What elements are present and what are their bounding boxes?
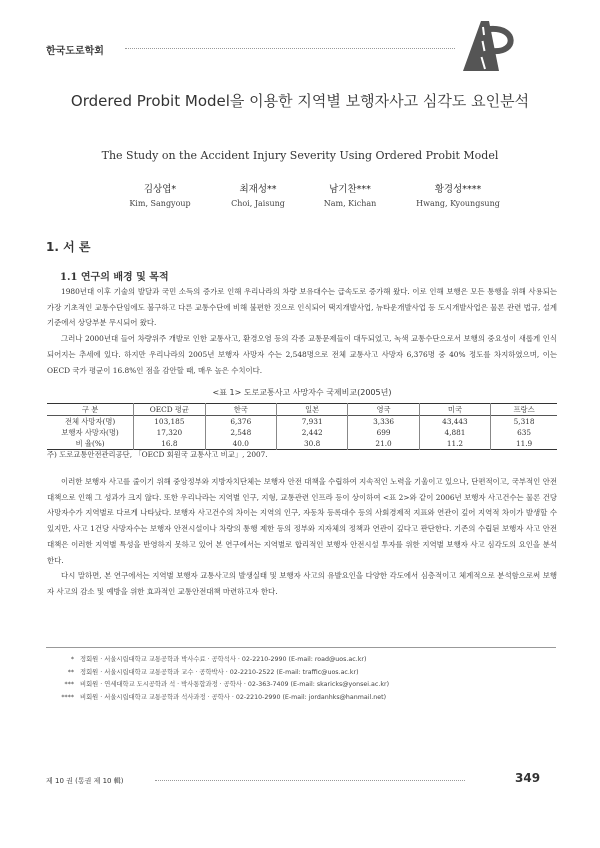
header-divider	[125, 48, 455, 49]
author-4	[398, 183, 518, 211]
volume-info: 제 10 권 (통권 제 10 輯)	[46, 777, 124, 785]
paper-title-english: The Study on the Accident Injury Severity Using Ordered Probit Model	[101, 149, 499, 162]
row-label: 보행자 사망자(명)	[61, 427, 119, 437]
column-header: 미국	[419, 404, 490, 416]
column-header: 영국	[348, 404, 419, 416]
author-name-english: Nam, Kichan	[323, 199, 377, 208]
footer-divider	[155, 780, 465, 781]
paper-title-korean: Ordered Probit Model을 이용한 지역별 보행자사고 심각도 요인분석	[70, 92, 530, 110]
column-header: 구 분	[81, 404, 99, 414]
subsection-heading: 1.1 연구의 배경 및 목적	[60, 272, 169, 283]
table-cell: 635	[491, 427, 557, 438]
table-cell: 40.0	[205, 438, 276, 450]
table-cell: 699	[348, 427, 419, 438]
footnote-text: 비회원 · 연세대학교 도시공학과 석 · 박사통합과정 · 공학사 · 02-363-7409 (E-mail: skaricks@yonsei.ac.kr)	[80, 681, 390, 688]
intro-paragraph-block	[47, 284, 557, 378]
column-header: OECD 평균	[134, 404, 205, 416]
footnote-mark: *	[70, 656, 74, 663]
background-paragraph-block	[47, 474, 557, 600]
table-cell: 6,376	[205, 416, 276, 428]
body-paragraph: 이러한 보행자 사고를 줄이기 위해 중앙정부와 지방자치단체는 보행자 안전 대책을 수립하여 지속적인 노력을 기울이고 있으나, 단편적이고, 국부적인 안전대책으로 인해 그 성과가 크지 않다. 또한 우리나라는 지역별 인구, 지형, 교통관련 인프라 등이 상이하여 <표 2>와 같이 2006년 보행자 사고건수는 물론 건당 사망자수가 지역별로 다르게 나타났다. 보행자 사고건수의 차이는 지역의 인구, 자동차 등록대수 등의 사회경제적 지표와 연관이 깊어 지역적 차이가 발생할 수 있지만, 사고 1건당 사망자수는 보행자 안전시설이나 차량의 통행 제한 등의 정부와 지자체의 정책과 연관이 깊다고 판단한다. 기존의 수립된 보행자 사고 안전대책은 이러한 지역별 특성을 반영하지 못하고 있어 본 연구에서는 지역별로 합리적인 보행자 안전시설 투자를 위한 지역별 보행자 사고 심각도의 요인을 분석한다.	[47, 477, 557, 565]
table-cell: 11.9	[491, 438, 557, 450]
journal-name: 한국도로학회	[46, 46, 104, 57]
table-row	[47, 416, 557, 428]
table-cell: 43,443	[419, 416, 490, 428]
footnote-text: 정회원 · 서울시립대학교 교통공학과 교수 · 공학박사 · 02-2210-2522 (E-mail: traffic@uos.ac.kr)	[80, 668, 359, 676]
table-header-row	[47, 404, 557, 416]
author-name-korean: 황경성****	[434, 184, 482, 195]
table-cell: 2,442	[276, 427, 347, 438]
table-note: 주) 도로교통안전관리공단, 「OECD 회원국 교통사고 비교」, 2007.	[47, 450, 268, 459]
table-cell: 7,931	[276, 416, 347, 428]
table-cell: 3,336	[348, 416, 419, 428]
table-cell: 2,548	[205, 427, 276, 438]
footnote-mark: ****	[61, 693, 74, 701]
column-header: 일본	[276, 404, 347, 416]
table-cell: 17,320	[134, 427, 205, 438]
footnote-text: 비회원 · 서울시립대학교 교통공학과 석사과정 · 공학사 · 02-2210-2990 (E-mail: jordanhks@hanmail.net)	[80, 693, 387, 701]
page-number: 349	[515, 771, 541, 785]
footnote	[46, 667, 556, 680]
footnote-text: 정회원 · 서울시립대학교 교통공학과 박사수료 · 공학석사 · 02-2210-2990 (E-mail: road@uos.ac.kr)	[80, 656, 367, 663]
fatality-comparison-table	[47, 403, 557, 450]
author-name-korean: 남기찬***	[329, 184, 371, 195]
table-caption: <표 1> 도로교통사고 사망자수 국제비교(2005년)	[212, 388, 392, 397]
author-3	[290, 183, 410, 211]
footnote-mark: ***	[64, 681, 74, 688]
author-footnotes	[46, 647, 556, 704]
table-cell: 11.2	[419, 438, 490, 450]
footnote	[46, 692, 556, 705]
author-name-korean: 김상엽*	[143, 184, 177, 195]
author-name-english: Kim, Sangyoup	[129, 199, 191, 208]
author-name-english: Choi, Jaisung	[231, 199, 285, 208]
column-header: 한국	[205, 404, 276, 416]
journal-road-logo-icon	[459, 19, 519, 73]
footnote	[46, 654, 556, 667]
table-cell: 5,318	[491, 416, 557, 428]
author-name-english: Hwang, Kyoungsung	[416, 199, 500, 208]
row-label: 전체 사망자(명)	[64, 416, 116, 426]
row-label: 비 율(%)	[75, 438, 105, 448]
body-paragraph: 1980년대 이후 기술의 발달과 국민 소득의 증가로 인해 우리나라의 차량 보유대수는 급속도로 증가해 왔다. 이로 인해 보행은 모든 통행을 위해 사용되는 가장 기초적인 교통수단임에도 불구하고 다른 교통수단에 비해 불편한 것으로 인식되어 택지개발사업, 뉴타운개발사업 등 도시개발사업은 물론 관련 법규, 설계기준에서 상당부분 무시되어 왔다.	[47, 287, 557, 328]
footnote	[46, 679, 556, 692]
table-row	[47, 438, 557, 450]
column-header: 프랑스	[491, 404, 557, 416]
table-cell: 30.8	[276, 438, 347, 450]
body-paragraph: 다시 말하면, 본 연구에서는 지역별 보행자 교통사고의 발생실태 및 보행자 사고의 유발요인을 다양한 각도에서 심층적이고 체계적으로 분석함으로써 보행자 사고의 감소 및 예방을 위한 효과적인 교통안전대책 마련하고자 한다.	[47, 571, 557, 596]
table-cell: 4,881	[419, 427, 490, 438]
body-paragraph: 그러나 2000년대 들어 차량위주 개발로 인한 교통사고, 환경오염 등의 각종 교통문제들이 대두되었고, 녹색 교통수단으로서 보행의 중요성이 새롭게 인식되어지는 추세에 있다. 하지만 우리나라의 2005년 보행자 사망자 수는 2,548명으로 전체 교통사고 사망자 6,376명 중 40% 정도를 차지하였으며, 이는 OECD 국가 평균이 16.8%인 점을 감안할 때, 매우 높은 수치이다.	[47, 334, 557, 375]
section-heading: 1. 서 론	[46, 240, 91, 254]
table-cell: 21.0	[348, 438, 419, 450]
footnote-mark: **	[67, 668, 74, 676]
author-name-korean: 최재성**	[239, 184, 277, 195]
table-cell: 103,185	[134, 416, 205, 428]
table-row	[47, 427, 557, 438]
table-cell: 16.8	[134, 438, 205, 450]
